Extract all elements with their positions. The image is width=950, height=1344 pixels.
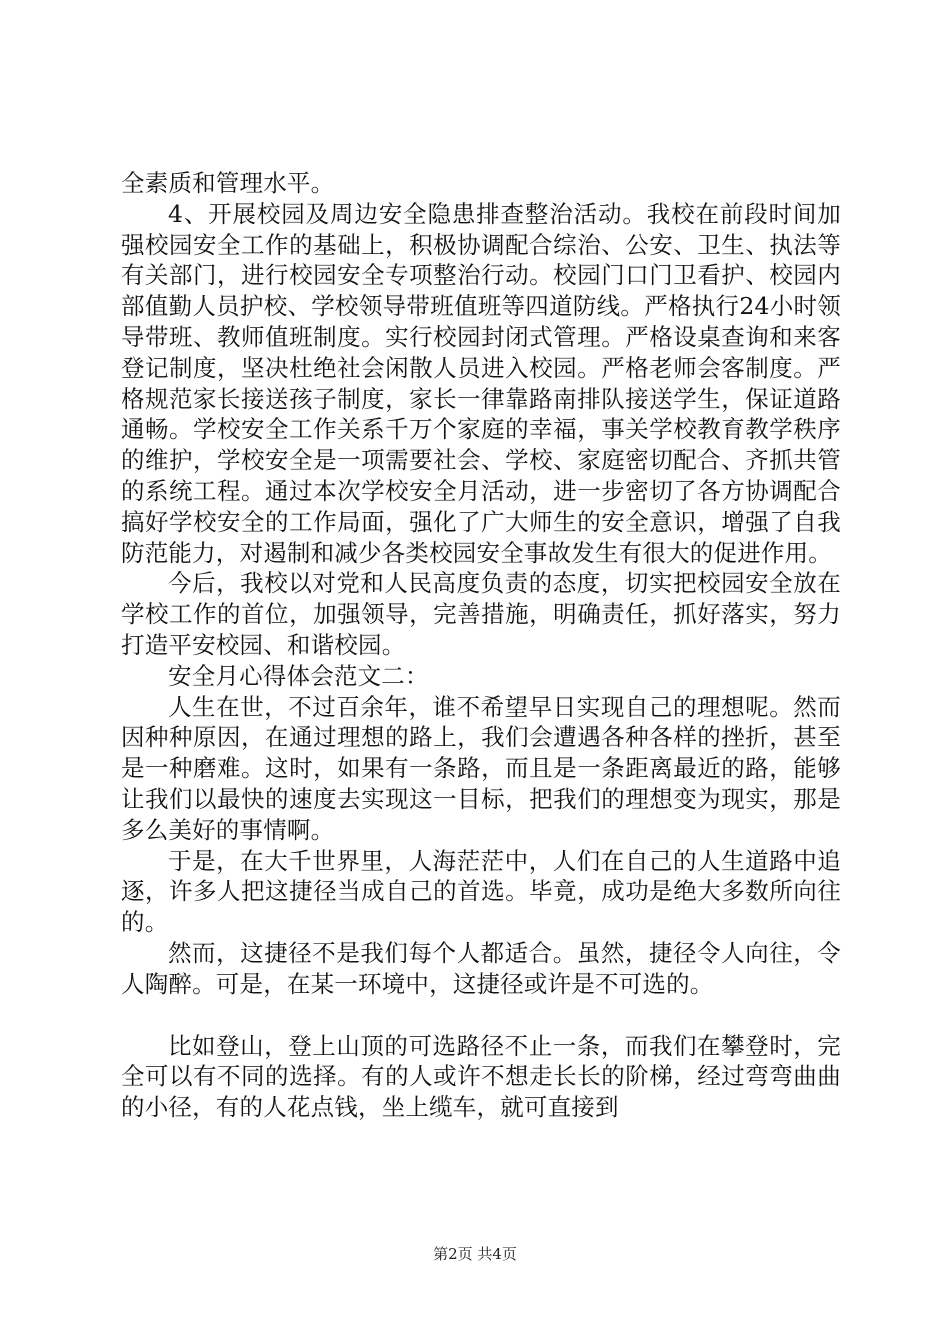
section-heading-sample-two: 安全月心得体会范文二： — [168, 661, 429, 690]
paragraph-mountain-climbing: 比如登山，登上山顶的可选路径不止一条，而我们在攀登时，完全可以有不同的选择。有的人或许不想走长长的阶梯，经过弯弯曲曲的小径，有的人花点钱，坐上缆车，就可直接到 — [121, 1031, 841, 1122]
paragraph-safety-inspection: 4、开展校园及周边安全隐患排查整治活动。我校在前段时间加强校园安全工作的基础上，积极协调配合综治、公安、卫生、执法等有关部门，进行校园安全专项整治行动。校园门口门卫看护、校园内部值勤人员护校、学校领导带班值班等四道防线。严格执行24小时领导带班、教师值班制度。实行校园封闭式管理。严格设桌查询和来客登记制度，坚决杜绝社会闲散人员进入校园。严格老师会客制度。严格规范家长接送孩子制度，家长一律靠路南排队接送学生，保证道路通畅。学校安全工作关系千万个家庭的幸福，事关学校教育教学秩序的维护，学校安全是一项需要社会、学校、家庭密切配合、齐抓共管的系统工程。通过本次学校安全月活动，进一步密切了各方协调配合搞好学校安全的工作局面，强化了广大师生的安全意识，增强了自我防范能力，对遏制和减少各类校园安全事故发生有很大的促进作用。 — [121, 199, 841, 567]
paragraph-shortcut-choice: 于是，在大千世界里，人海茫茫中，人们在自己的人生道路中追逐，许多人把这捷径当成自己的首选。毕竟，成功是绝大多数所向往的。 — [121, 846, 841, 937]
paragraph-life-ideals: 人生在世，不过百余年，谁不希望早日实现自己的理想呢。然而因种种原因，在通过理想的路上，我们会遭遇各种各样的挫折，甚至是一种磨难。这时，如果有一条路，而且是一条距离最近的路，能够让我们以最快的速度去实现这一目标，把我们的理想变为现实，那是多么美好的事情啊。 — [121, 692, 841, 844]
paragraph-spacer — [121, 1000, 841, 1031]
document-body — [121, 168, 841, 1123]
paragraph-future-commitment: 今后，我校以对党和人民高度负责的态度，切实把校园安全放在学校工作的首位，加强领导，完善措施，明确责任，抓好落实，努力打造平安校园、和谐校园。 — [121, 569, 841, 659]
paragraph-continued: 全素质和管理水平。 — [121, 169, 335, 197]
paragraph-shortcut-suitability: 然而，这捷径不是我们每个人都适合。虽然，捷径令人向往，令人陶醉。可是，在某一环境中，这捷径或许是不可选的。 — [121, 938, 841, 998]
page-number-footer: 第2页 共4页 — [433, 1245, 517, 1263]
